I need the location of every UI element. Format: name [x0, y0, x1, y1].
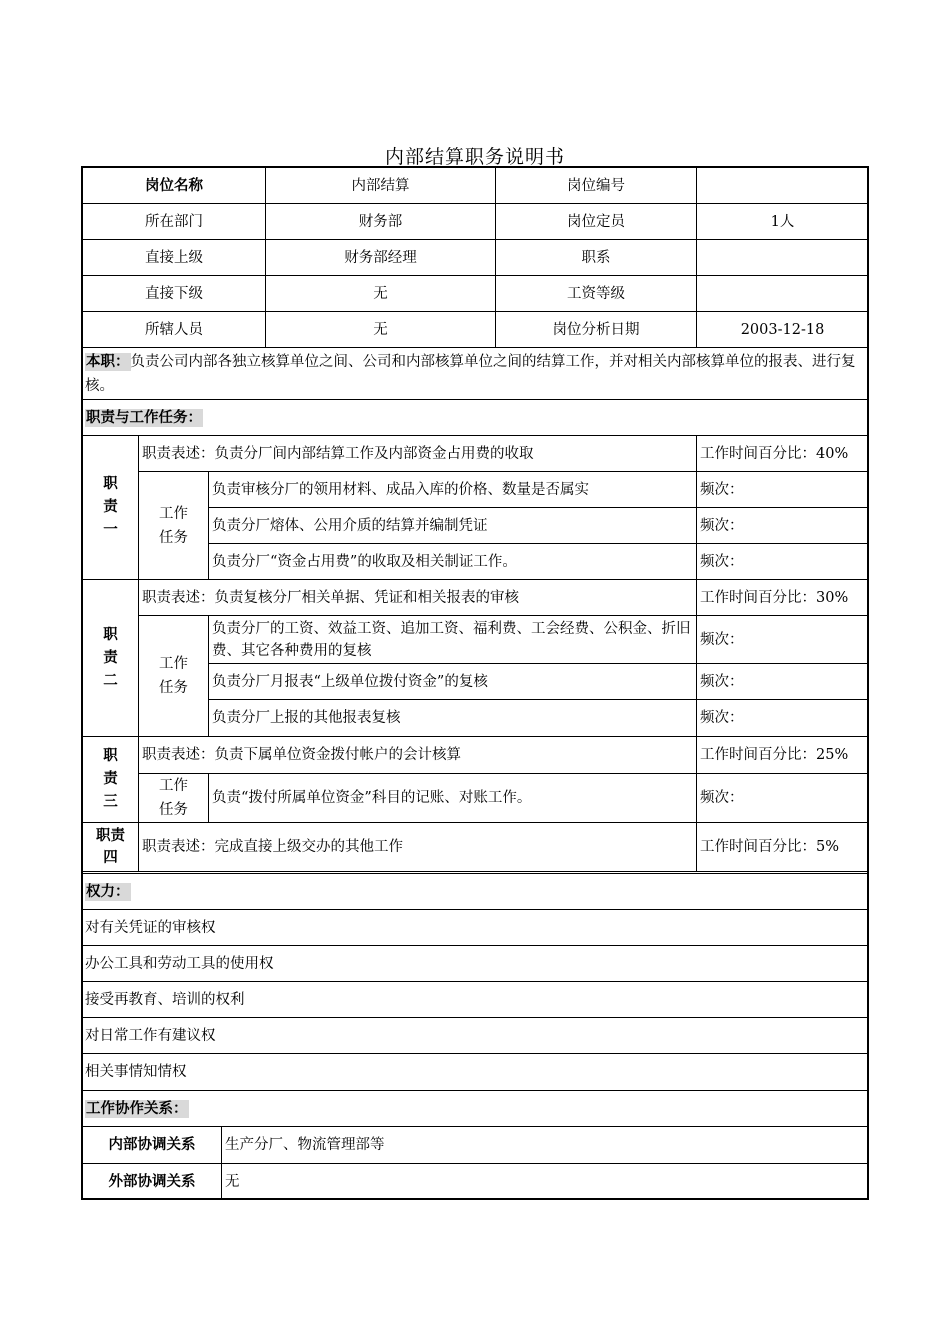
- info-value: 内部结算: [266, 168, 496, 204]
- info-value: 无: [266, 276, 496, 312]
- relation-label: 外部协调关系: [83, 1164, 222, 1200]
- info-label: 工资等级: [496, 276, 697, 312]
- info-value: [697, 168, 869, 204]
- resp-label: 职责四: [83, 823, 139, 872]
- relation-row: [83, 1164, 869, 1200]
- resp-row: [83, 436, 869, 472]
- relation-value: 生产分厂、物流管理部等: [222, 1127, 869, 1164]
- relation-row: [83, 1127, 869, 1164]
- duty-cell: [83, 348, 868, 400]
- rights-item: 相关事情知情权: [83, 1054, 868, 1091]
- task-text: 负责“拨付所属单位资金”科目的记账、对账工作。: [209, 774, 697, 823]
- info-value: 财务部: [266, 204, 496, 240]
- resp-desc: 职责表述：负责下属单位资金拨付帐户的会计核算: [139, 737, 697, 774]
- info-value: 1人: [697, 204, 869, 240]
- info-label: 岗位分析日期: [496, 312, 697, 348]
- task-freq: 频次：: [697, 472, 869, 508]
- task-freq: 频次：: [697, 544, 869, 580]
- resp-row: [83, 580, 869, 616]
- resp-row: [83, 737, 869, 774]
- rights-header-cell: [83, 874, 868, 910]
- info-row: [83, 168, 869, 204]
- info-label: 岗位名称: [83, 168, 266, 204]
- resp-label: 职责三: [83, 737, 139, 823]
- relations-header-table: [82, 1090, 868, 1127]
- resp-desc: 职责表述：负责分厂间内部结算工作及内部资金占用费的收取: [139, 436, 697, 472]
- task-freq: 频次：: [697, 664, 869, 700]
- document-title: 内部结算职务说明书: [384, 146, 565, 168]
- duty-text: 负责公司内部各独立核算单位之间、公司和内部核算单位之间的结算工作，并对相关内部核算单位的报表、进行复核。: [85, 353, 856, 394]
- task-freq: 频次：: [697, 774, 869, 823]
- info-label: 岗位定员: [496, 204, 697, 240]
- duty-label: 本职：: [86, 353, 130, 370]
- relation-label: 内部协调关系: [83, 1127, 222, 1164]
- task-text: 负责分厂熔体、公用介质的结算并编制凭证: [209, 508, 697, 544]
- resp-pct: 工作时间百分比：40%: [697, 436, 869, 472]
- info-label: 所辖人员: [83, 312, 266, 348]
- tasks-header-cell: [83, 400, 868, 436]
- rights-header: 权力：: [86, 883, 130, 900]
- task-text: 负责分厂月报表“上级单位拨付资金”的复核: [209, 664, 697, 700]
- resp-pct: 工作时间百分比：5%: [697, 823, 869, 872]
- task-text: 负责分厂“资金占用费”的收取及相关制证工作。: [209, 544, 697, 580]
- task-freq: 频次：: [697, 508, 869, 544]
- resp-pct: 工作时间百分比：25%: [697, 737, 869, 774]
- relations-header-cell: [83, 1091, 868, 1127]
- info-value: [697, 276, 869, 312]
- task-label: 工作任务: [139, 616, 209, 737]
- task-freq: 频次：: [697, 616, 869, 664]
- resp-row: [83, 823, 869, 872]
- rights-table: [82, 873, 868, 1091]
- task-row: [83, 774, 869, 823]
- info-value: [697, 240, 869, 276]
- tasks-header-table: [82, 399, 868, 436]
- info-value: 2003-12-18: [697, 312, 869, 348]
- rights-item: 对日常工作有建议权: [83, 1018, 868, 1054]
- task-row: [83, 472, 869, 508]
- resp-desc: 职责表述：完成直接上级交办的其他工作: [139, 823, 697, 872]
- duty-table: [82, 347, 868, 400]
- task-label: 工作任务: [139, 472, 209, 580]
- info-value: 财务部经理: [266, 240, 496, 276]
- resp-label: 职责二: [83, 580, 139, 737]
- task-text: 负责分厂的工资、效益工资、追加工资、福利费、工会经费、公积金、折旧费、其它各种费用的复核: [209, 616, 697, 664]
- task-label: 工作任务: [139, 774, 209, 823]
- info-label: 岗位编号: [496, 168, 697, 204]
- info-label: 职系: [496, 240, 697, 276]
- info-row: [83, 204, 869, 240]
- rights-item: 接受再教育、培训的权利: [83, 982, 868, 1018]
- resp-pct: 工作时间百分比：30%: [697, 580, 869, 616]
- info-label: 直接下级: [83, 276, 266, 312]
- rights-item: 对有关凭证的审核权: [83, 910, 868, 946]
- tasks-header: 职责与工作任务：: [86, 409, 202, 426]
- task-row: [83, 616, 869, 664]
- relations-table: [82, 1126, 869, 1200]
- info-row: [83, 276, 869, 312]
- info-row: [83, 312, 869, 348]
- task-text: 负责分厂上报的其他报表复核: [209, 700, 697, 737]
- task-freq: 频次：: [697, 700, 869, 737]
- relations-header: 工作协作关系：: [86, 1100, 188, 1117]
- responsibilities-table: [82, 435, 869, 872]
- info-label: 直接上级: [83, 240, 266, 276]
- info-label: 所在部门: [83, 204, 266, 240]
- rights-item: 办公工具和劳动工具的使用权: [83, 946, 868, 982]
- task-text: 负责审核分厂的领用材料、成品入库的价格、数量是否属实: [209, 472, 697, 508]
- resp-label: 职责一: [83, 436, 139, 580]
- resp-desc: 职责表述：负责复核分厂相关单据、凭证和相关报表的审核: [139, 580, 697, 616]
- relation-value: 无: [222, 1164, 869, 1200]
- info-row: [83, 240, 869, 276]
- info-table: [82, 167, 869, 348]
- info-value: 无: [266, 312, 496, 348]
